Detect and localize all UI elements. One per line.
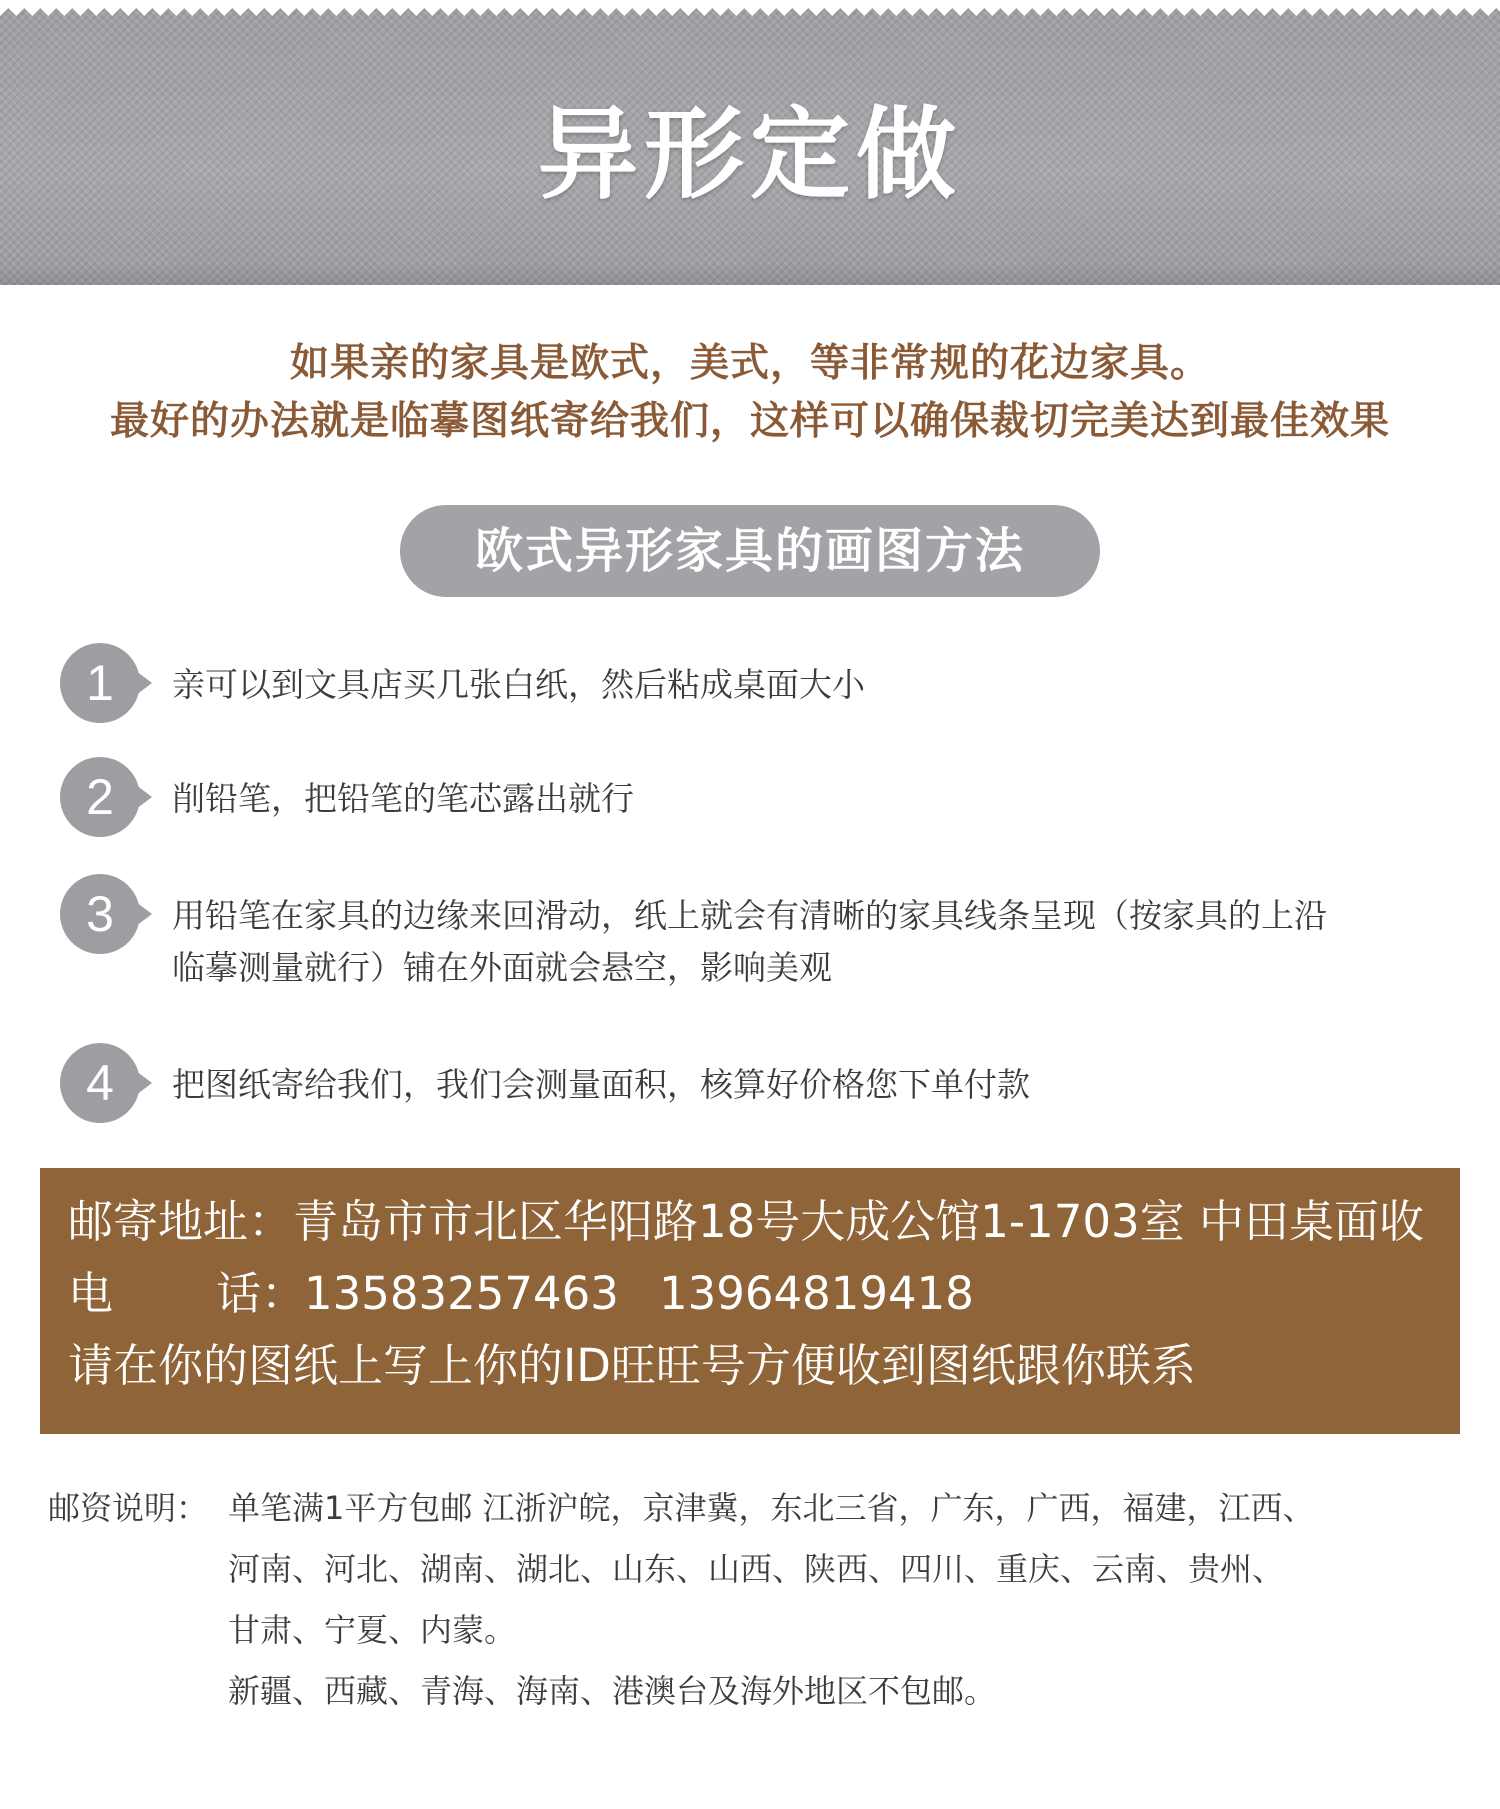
- address-note: 请在你的图纸上写上你的ID旺旺号方便收到图纸跟你联系: [68, 1339, 1196, 1392]
- step-text: [172, 890, 1472, 994]
- phone-label-part-1: 电: [68, 1267, 114, 1320]
- step-number: 2: [86, 769, 114, 825]
- step-badge: [60, 757, 152, 837]
- step-number: 3: [86, 886, 114, 942]
- shipping-line: 单笔满1平方包邮 江浙沪皖，京津冀，东北三省，广东，广西，福建，江西、: [228, 1489, 1315, 1527]
- shipping-line: 河南、河北、湖南、湖北、山东、山西、陕西、四川、重庆、云南、贵州、: [228, 1550, 1285, 1588]
- step-text: [172, 773, 1472, 825]
- address-label: 邮寄地址：: [68, 1195, 294, 1248]
- page-title: 异形定做: [538, 96, 962, 213]
- phone-row: [68, 1258, 1460, 1330]
- banner-shadow: [0, 263, 1500, 285]
- address-row: [68, 1186, 1460, 1258]
- step-badge: [60, 643, 152, 723]
- step-text: [172, 659, 1472, 711]
- shipping-label: 邮资说明：: [48, 1489, 209, 1527]
- step-line: 用铅笔在家具的边缘来回滑动，纸上就会有清晰的家具线条呈现（按家具的上沿: [172, 896, 1327, 935]
- phone-label-part-2: 话：: [216, 1267, 307, 1320]
- intro-line-1: 如果亲的家具是欧式，美式，等非常规的花边家具。: [289, 341, 1210, 386]
- step-line: 削铅笔，把铅笔的笔芯露出就行: [172, 779, 634, 818]
- intro-line-2: 最好的办法就是临摹图纸寄给我们，这样可以确保裁切完美达到最佳效果: [109, 399, 1390, 444]
- step-number: 1: [86, 655, 114, 711]
- step-badge: [60, 874, 152, 954]
- mailing-address-box: [40, 1168, 1460, 1434]
- address-value: 青岛市市北区华阳路18号大成公馆1-1703室 中田桌面收: [293, 1195, 1424, 1248]
- phone-label: [68, 1258, 307, 1330]
- step-line: 把图纸寄给我们，我们会测量面积，核算好价格您下单付款: [172, 1065, 1030, 1104]
- section-heading: 欧式异形家具的画图方法: [400, 505, 1100, 597]
- shipping-lines: [228, 1478, 1468, 1722]
- step-badge: [60, 1043, 152, 1123]
- zigzag-edge: [0, 0, 1500, 16]
- shipping-line: 甘肃、宁夏、内蒙。: [228, 1611, 517, 1649]
- shipping-line: 新疆、西藏、青海、海南、港澳台及海外地区不包邮。: [228, 1672, 997, 1710]
- intro-text: [0, 335, 1500, 451]
- step-line: 临摹测量就行）铺在外面就会悬空，影响美观: [172, 948, 832, 987]
- header-banner: [0, 0, 1500, 285]
- phone-number-2: 13964819418: [658, 1267, 974, 1320]
- step-text: [172, 1059, 1472, 1111]
- step-line: 亲可以到文具店买几张白纸，然后粘成桌面大小: [172, 665, 865, 704]
- step-number: 4: [86, 1055, 114, 1111]
- phone-number-1: 13583257463: [304, 1267, 619, 1320]
